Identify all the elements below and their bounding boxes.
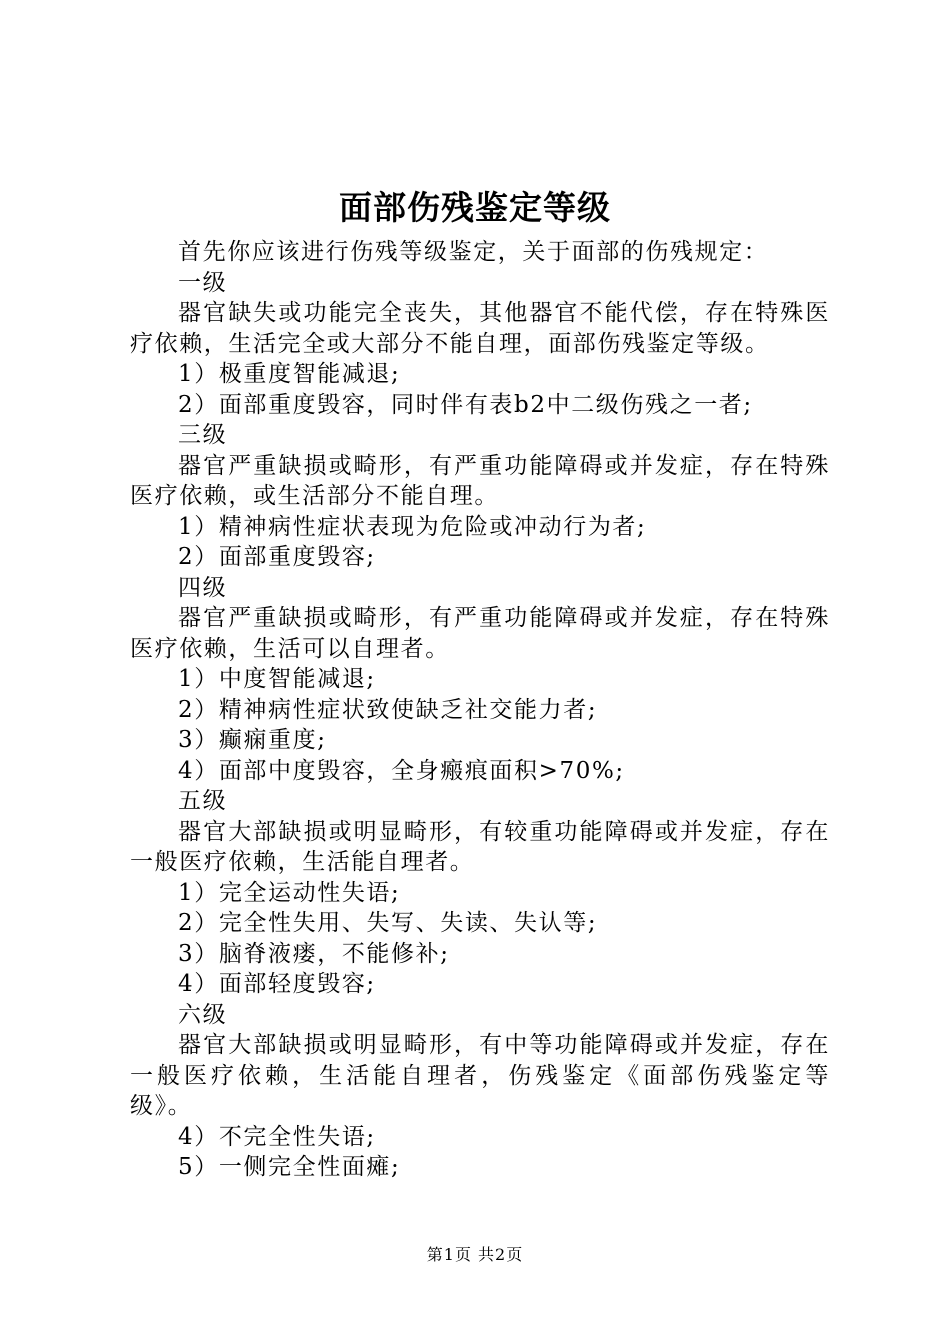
paragraph: 器官大部缺损或明显畸形，有较重功能障碍或并发症，存在一般医疗依赖，生活能自理者。 xyxy=(130,818,830,875)
list-item: 5）一侧完全性面瘫; xyxy=(178,1154,401,1180)
paragraph: 器官缺失或功能完全丧失，其他器官不能代偿，存在特殊医疗依赖，生活完全或大部分不能自理，面部伤残鉴定等级。 xyxy=(130,300,830,357)
grade-heading: 三级 xyxy=(178,422,228,448)
paragraph: 器官严重缺损或畸形，有严重功能障碍或并发症，存在特殊医疗依赖，生活可以自理者。 xyxy=(130,605,830,662)
list-item: 2）完全性失用、失写、失读、失认等; xyxy=(178,910,598,936)
list-item: 3）脑脊液瘘，不能修补; xyxy=(178,940,450,967)
document-body xyxy=(130,237,830,1183)
paragraph: 器官严重缺损或畸形，有严重功能障碍或并发症，存在特殊医疗依赖，或生活部分不能自理。 xyxy=(130,452,830,509)
grade-heading: 六级 xyxy=(178,1001,228,1028)
list-item: 1）精神病性症状表现为危险或冲动行为者; xyxy=(178,513,647,540)
list-item: 1）完全运动性失语; xyxy=(178,879,401,906)
list-item: 4）不完全性失语; xyxy=(178,1123,376,1150)
list-item: 2）面部重度毁容; xyxy=(178,544,376,570)
list-item: 4）面部轻度毁容; xyxy=(178,971,376,997)
page-title: 面部伤残鉴定等级 xyxy=(339,188,611,227)
list-item: 1）中度智能减退; xyxy=(178,666,376,692)
list-item: 1）极重度智能减退; xyxy=(178,361,401,387)
list-item: 2）精神病性症状致使缺乏社交能力者; xyxy=(178,696,598,723)
grade-heading: 一级 xyxy=(178,269,228,296)
list-item: 2）面部重度毁容，同时伴有表b2中二级伤残之一者; xyxy=(178,391,753,418)
paragraph: 首先你应该进行伤残等级鉴定，关于面部的伤残规定： xyxy=(178,239,769,265)
grade-heading: 四级 xyxy=(178,574,228,601)
page-footer: 第1页 共2页 xyxy=(426,1245,524,1264)
list-item: 4）面部中度毁容，全身瘢痕面积>70%; xyxy=(178,757,625,784)
list-item: 3）癫痫重度; xyxy=(178,727,327,753)
paragraph: 器官大部缺损或明显畸形，有中等功能障碍或并发症，存在一般医疗依赖，生活能自理者，伤残鉴定《面部伤残鉴定等级》。 xyxy=(130,1032,830,1119)
grade-heading: 五级 xyxy=(178,788,228,814)
